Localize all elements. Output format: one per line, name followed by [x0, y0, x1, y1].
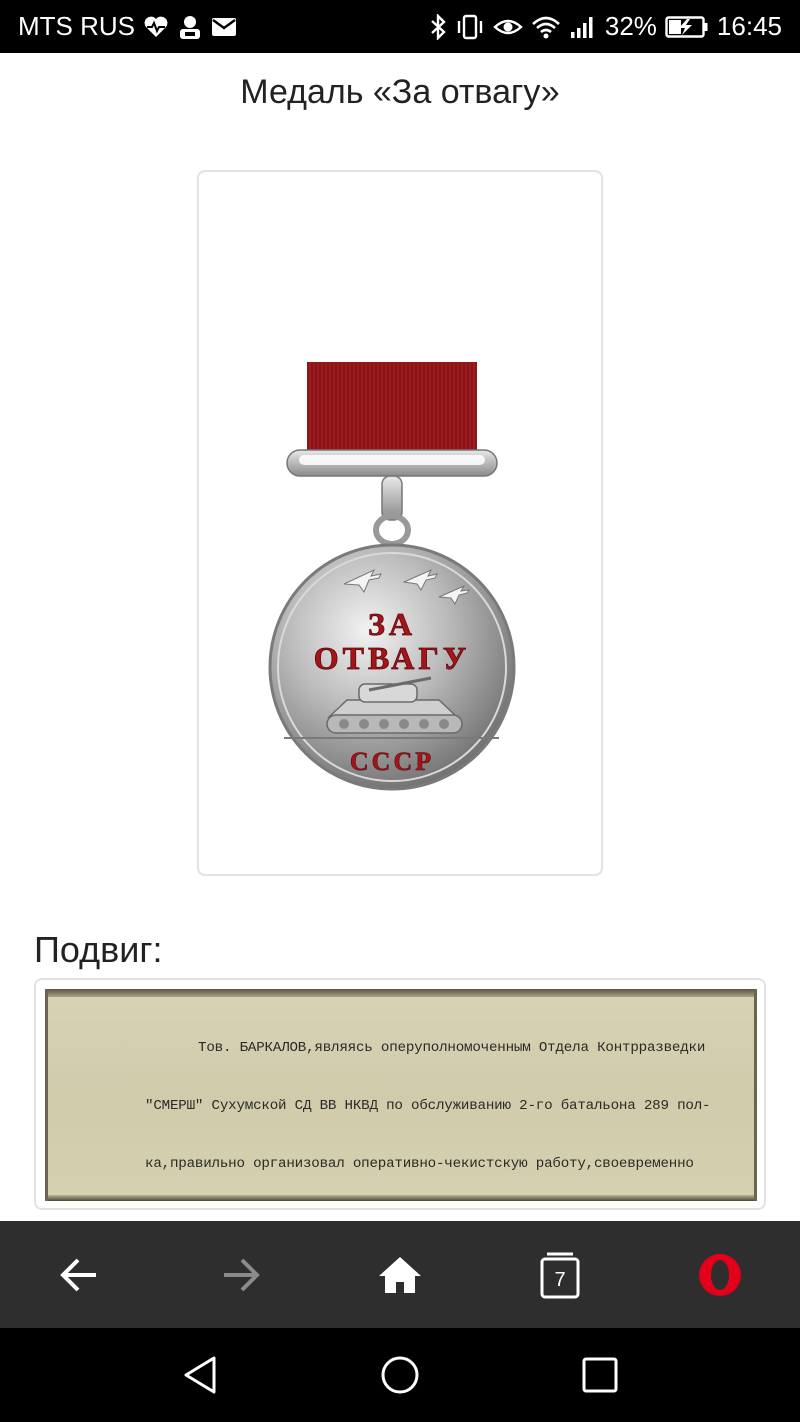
medal-ribbon — [307, 362, 477, 457]
web-content — [0, 53, 800, 1221]
tabs-icon — [538, 1250, 582, 1300]
document-line: Тов. БАРКАЛОВ,являясь оперуполномоченным Отдела Контрразведки — [198, 1040, 706, 1057]
status-left — [18, 11, 237, 42]
system-home-button[interactable] — [360, 1335, 440, 1415]
system-back-button[interactable] — [160, 1335, 240, 1415]
document-image-card[interactable] — [34, 978, 766, 1210]
tabs-count: 7 — [554, 1268, 566, 1291]
vibrate-icon — [455, 12, 485, 42]
home-button[interactable] — [350, 1235, 450, 1315]
home-icon — [377, 1255, 423, 1295]
back-arrow-icon — [58, 1255, 102, 1295]
carrier-name: MTS RUS — [18, 11, 135, 41]
bluetooth-icon — [429, 12, 447, 42]
wifi-icon — [531, 12, 561, 42]
battery-percent: 32% — [604, 11, 657, 41]
forward-arrow-icon — [218, 1255, 262, 1295]
battery-charging-icon — [665, 12, 709, 42]
document-line: ка,правильно организовал оперативно-чекистскую работу,своевременно — [145, 1155, 694, 1172]
mail-icon — [211, 12, 237, 42]
medal-text-ussr: СССР — [349, 747, 435, 776]
page-title: Медаль «За отвагу» — [240, 73, 560, 111]
medal-text-line1: ЗА — [368, 606, 416, 642]
opera-menu-icon — [697, 1252, 743, 1298]
opera-menu-button[interactable] — [670, 1235, 770, 1315]
status-right — [429, 11, 782, 42]
square-recents-icon — [580, 1355, 620, 1395]
document-text — [48, 1001, 754, 1201]
avatar-icon — [177, 12, 203, 42]
medal-image-card[interactable] — [197, 170, 603, 876]
triangle-back-icon — [180, 1355, 220, 1395]
award-document-scan — [45, 989, 757, 1201]
clock: 16:45 — [716, 11, 782, 41]
back-button[interactable] — [30, 1235, 130, 1315]
medal-text-line2: ОТВАГУ — [313, 640, 471, 676]
browser-toolbar — [0, 1221, 800, 1328]
status-bar — [0, 0, 800, 53]
eye-icon — [493, 12, 523, 42]
document-line: "СМЕРШ" Сухумской СД ВВ НКВД по обслуживанию 2-го батальона 289 пол- — [145, 1098, 711, 1115]
system-recents-button[interactable] — [560, 1335, 640, 1415]
feat-section-label: Подвиг: — [34, 929, 163, 970]
medal-image — [199, 172, 601, 874]
circle-home-icon — [380, 1355, 420, 1395]
signal-icon — [569, 12, 597, 42]
forward-button[interactable] — [190, 1235, 290, 1315]
tabs-button[interactable] — [510, 1235, 610, 1315]
android-nav-bar — [0, 1328, 800, 1422]
heart-pulse-icon — [143, 12, 169, 42]
